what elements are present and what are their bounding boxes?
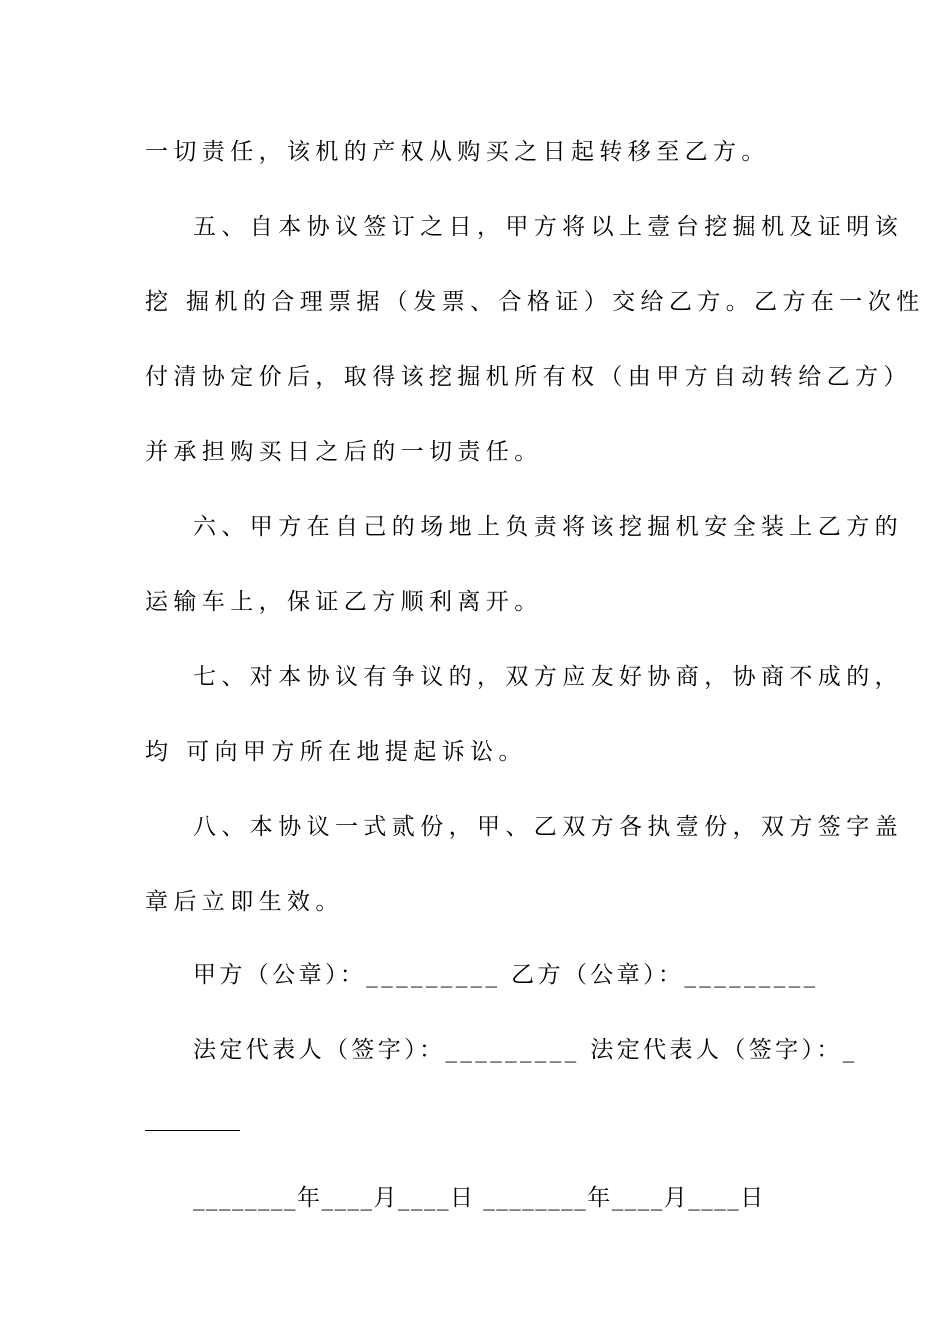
paragraph-5-line-3: 付清协定价后，取得该挖掘机所有权（由甲方自动转给乙方） xyxy=(145,364,912,390)
paragraph-8-line-1: 八、本协议一式贰份，甲、乙双方各执壹份，双方签字盖 xyxy=(193,814,903,840)
paragraph-5-line-4: 并承担购买日之后的一切责任。 xyxy=(145,439,543,465)
paragraph-5-line-1: 五、自本协议签订之日，甲方将以上壹台挖掘机及证明该 xyxy=(193,214,903,240)
paragraph-6-line-1: 六、甲方在自己的场地上负责将该挖掘机安全装上乙方的 xyxy=(193,514,903,540)
paragraph-8-line-2: 章后立即生效。 xyxy=(145,889,344,915)
signature-underline-continuation xyxy=(145,1130,240,1131)
paragraph-4-continuation-line-1: 一切责任，该机的产权从购买之日起转移至乙方。 xyxy=(145,139,770,165)
paragraph-5-line-2: 挖 掘机的合理票据（发票、合格证）交给乙方。乙方在一次性 xyxy=(145,289,925,315)
paragraph-7-line-1: 七、对本协议有争议的，双方应友好协商，协商不成的， xyxy=(193,664,903,690)
representative-signature-line: 法定代表人（签字）：_________ 法定代表人（签字）：_ xyxy=(193,1037,858,1063)
paragraph-7-line-2: 均 可向甲方所在地提起诉讼。 xyxy=(145,739,527,765)
date-line: ________年____月____日 ________年____月____日 xyxy=(193,1185,765,1211)
seal-line: 甲方（公章）：_________ 乙方（公章）：_________ xyxy=(193,962,819,988)
paragraph-6-line-2: 运输车上，保证乙方顺利离开。 xyxy=(145,589,543,615)
